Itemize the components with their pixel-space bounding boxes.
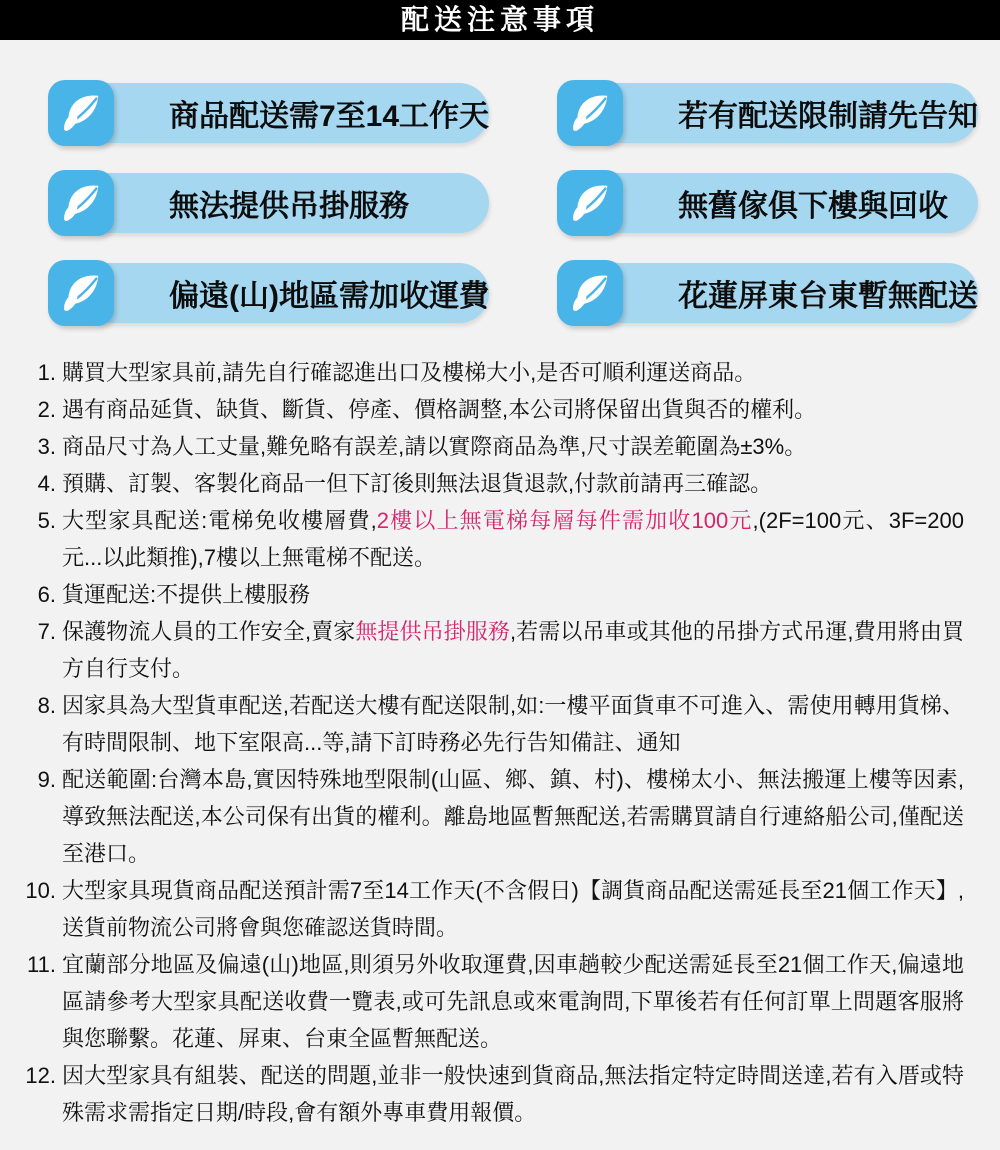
leaf-icon [557,80,623,146]
badge-label: 花蓮屏東台東暫無配送 [584,263,978,323]
note-text [62,576,964,613]
note-text-segment: 因大型家具有組裝、配送的問題,並非一般快速到貨商品,無法指定特定時間送達,若有入厝或特殊需求需指定日期/時段,會有額外專車費用報價。 [62,1063,964,1125]
list-item [20,576,964,613]
list-item [20,687,964,761]
note-text-segment: 遇有商品延貨、缺貨、斷貨、停產、價格調整,本公司將保留出貨與否的權利。 [62,397,817,422]
badge-grid [0,40,1000,324]
note-text-segment: 大型家具配送:電梯免收樓層費, [62,508,377,533]
leaf-icon [557,260,623,326]
note-text-segment: 宜蘭部分地區及偏遠(山)地區,則須另外收取運費,因車趟較少配送需延長至21個工作天,偏遠地區請參考大型家具配送收費一覽表,或可先訊息或來電詢問,下單後若有任何訂單上問題客服將與您聯繫。花蓮、屏東、台東全區暫無配送。 [62,952,964,1051]
list-item [20,761,964,872]
note-text-segment: ,若需以吊車或其他的吊掛方式吊運,費用將由買方自行支付。 [62,619,964,681]
note-text [62,872,964,946]
list-item [20,428,964,465]
list-item [20,613,964,687]
list-item [20,872,964,946]
leaf-icon [48,170,114,236]
note-text-segment: ,(2F=100元、3F=200元...以此類推),7樓以上無電梯不配送。 [62,508,964,570]
note-text [62,502,964,576]
badge [557,82,978,144]
leaf-icon [48,80,114,146]
note-text [62,761,964,872]
note-number: 8. [37,693,56,718]
note-text [62,428,964,465]
list-item [20,1057,964,1131]
list-item [20,354,964,391]
note-text [62,946,964,1057]
note-number: 10. [25,878,56,903]
note-text-segment: 因家具為大型貨車配送,若配送大樓有配送限制,如:一樓平面貨車不可進入、需使用轉用貨梯、有時間限制、地下室限高...等,請下訂時務必先行告知備註、通知 [62,693,964,755]
badge [557,172,978,234]
note-number: 4. [37,471,56,496]
note-number: 11. [27,952,56,977]
note-number: 2. [37,397,56,422]
badge-label: 偏遠(山)地區需加收運費 [75,263,489,323]
note-number: 5. [37,508,56,533]
page-header [0,0,1000,40]
note-number: 9. [37,767,56,792]
note-number: 12. [25,1063,56,1088]
list-item [20,946,964,1057]
list-item [20,465,964,502]
leaf-icon [48,260,114,326]
note-text [62,613,964,687]
badge-label: 若有配送限制請先告知 [584,83,978,143]
notes-list [0,354,1000,1131]
note-number: 3. [37,434,56,459]
note-text [62,1057,964,1131]
note-text [62,391,964,428]
note-text-segment: 購買大型家具前,請先自行確認進出口及樓梯大小,是否可順利運送商品。 [62,360,757,385]
badge [557,262,978,324]
note-text-segment: 無提供吊掛服務 [355,619,510,644]
note-text-segment: 2樓以上無電梯每層每件需加收100元 [376,508,753,533]
list-item [20,502,964,576]
note-text-segment: 配送範圍:台灣本島,實因特殊地型限制(山區、鄉、鎮、村)、樓梯太小、無法搬運上樓等因素,導致無法配送,本公司保有出貨的權利。離島地區暫無配送,若需購買請自行連絡船公司,僅配送至港口。 [62,767,964,866]
note-text [62,687,964,761]
leaf-icon [557,170,623,236]
note-text-segment: 保護物流人員的工作安全,賣家 [62,619,356,644]
badge-label: 商品配送需7至14工作天 [75,83,489,143]
note-text-segment: 貨運配送:不提供上樓服務 [62,582,311,607]
note-text-segment: 商品尺寸為人工丈量,難免略有誤差,請以實際商品為準,尺寸誤差範圍為±3%。 [62,434,807,459]
badge [48,262,489,324]
badge-label: 無舊傢俱下樓與回收 [584,173,978,233]
note-text [62,354,964,391]
note-text-segment: 大型家具現貨商品配送預計需7至14工作天(不含假日)【調貨商品配送需延長至21個工作天】,送貨前物流公司將會與您確認送貨時間。 [62,878,964,940]
note-number: 7. [37,619,56,644]
badge [48,82,489,144]
note-number: 6. [37,582,56,607]
note-number: 1. [37,360,56,385]
list-item [20,391,964,428]
badge-label: 無法提供吊掛服務 [75,173,489,233]
note-text-segment: 預購、訂製、客製化商品一但下訂後則無法退貨退款,付款前請再三確認。 [62,471,773,496]
note-text [62,465,964,502]
badge [48,172,489,234]
page-title: 配送注意事項 [400,4,599,35]
